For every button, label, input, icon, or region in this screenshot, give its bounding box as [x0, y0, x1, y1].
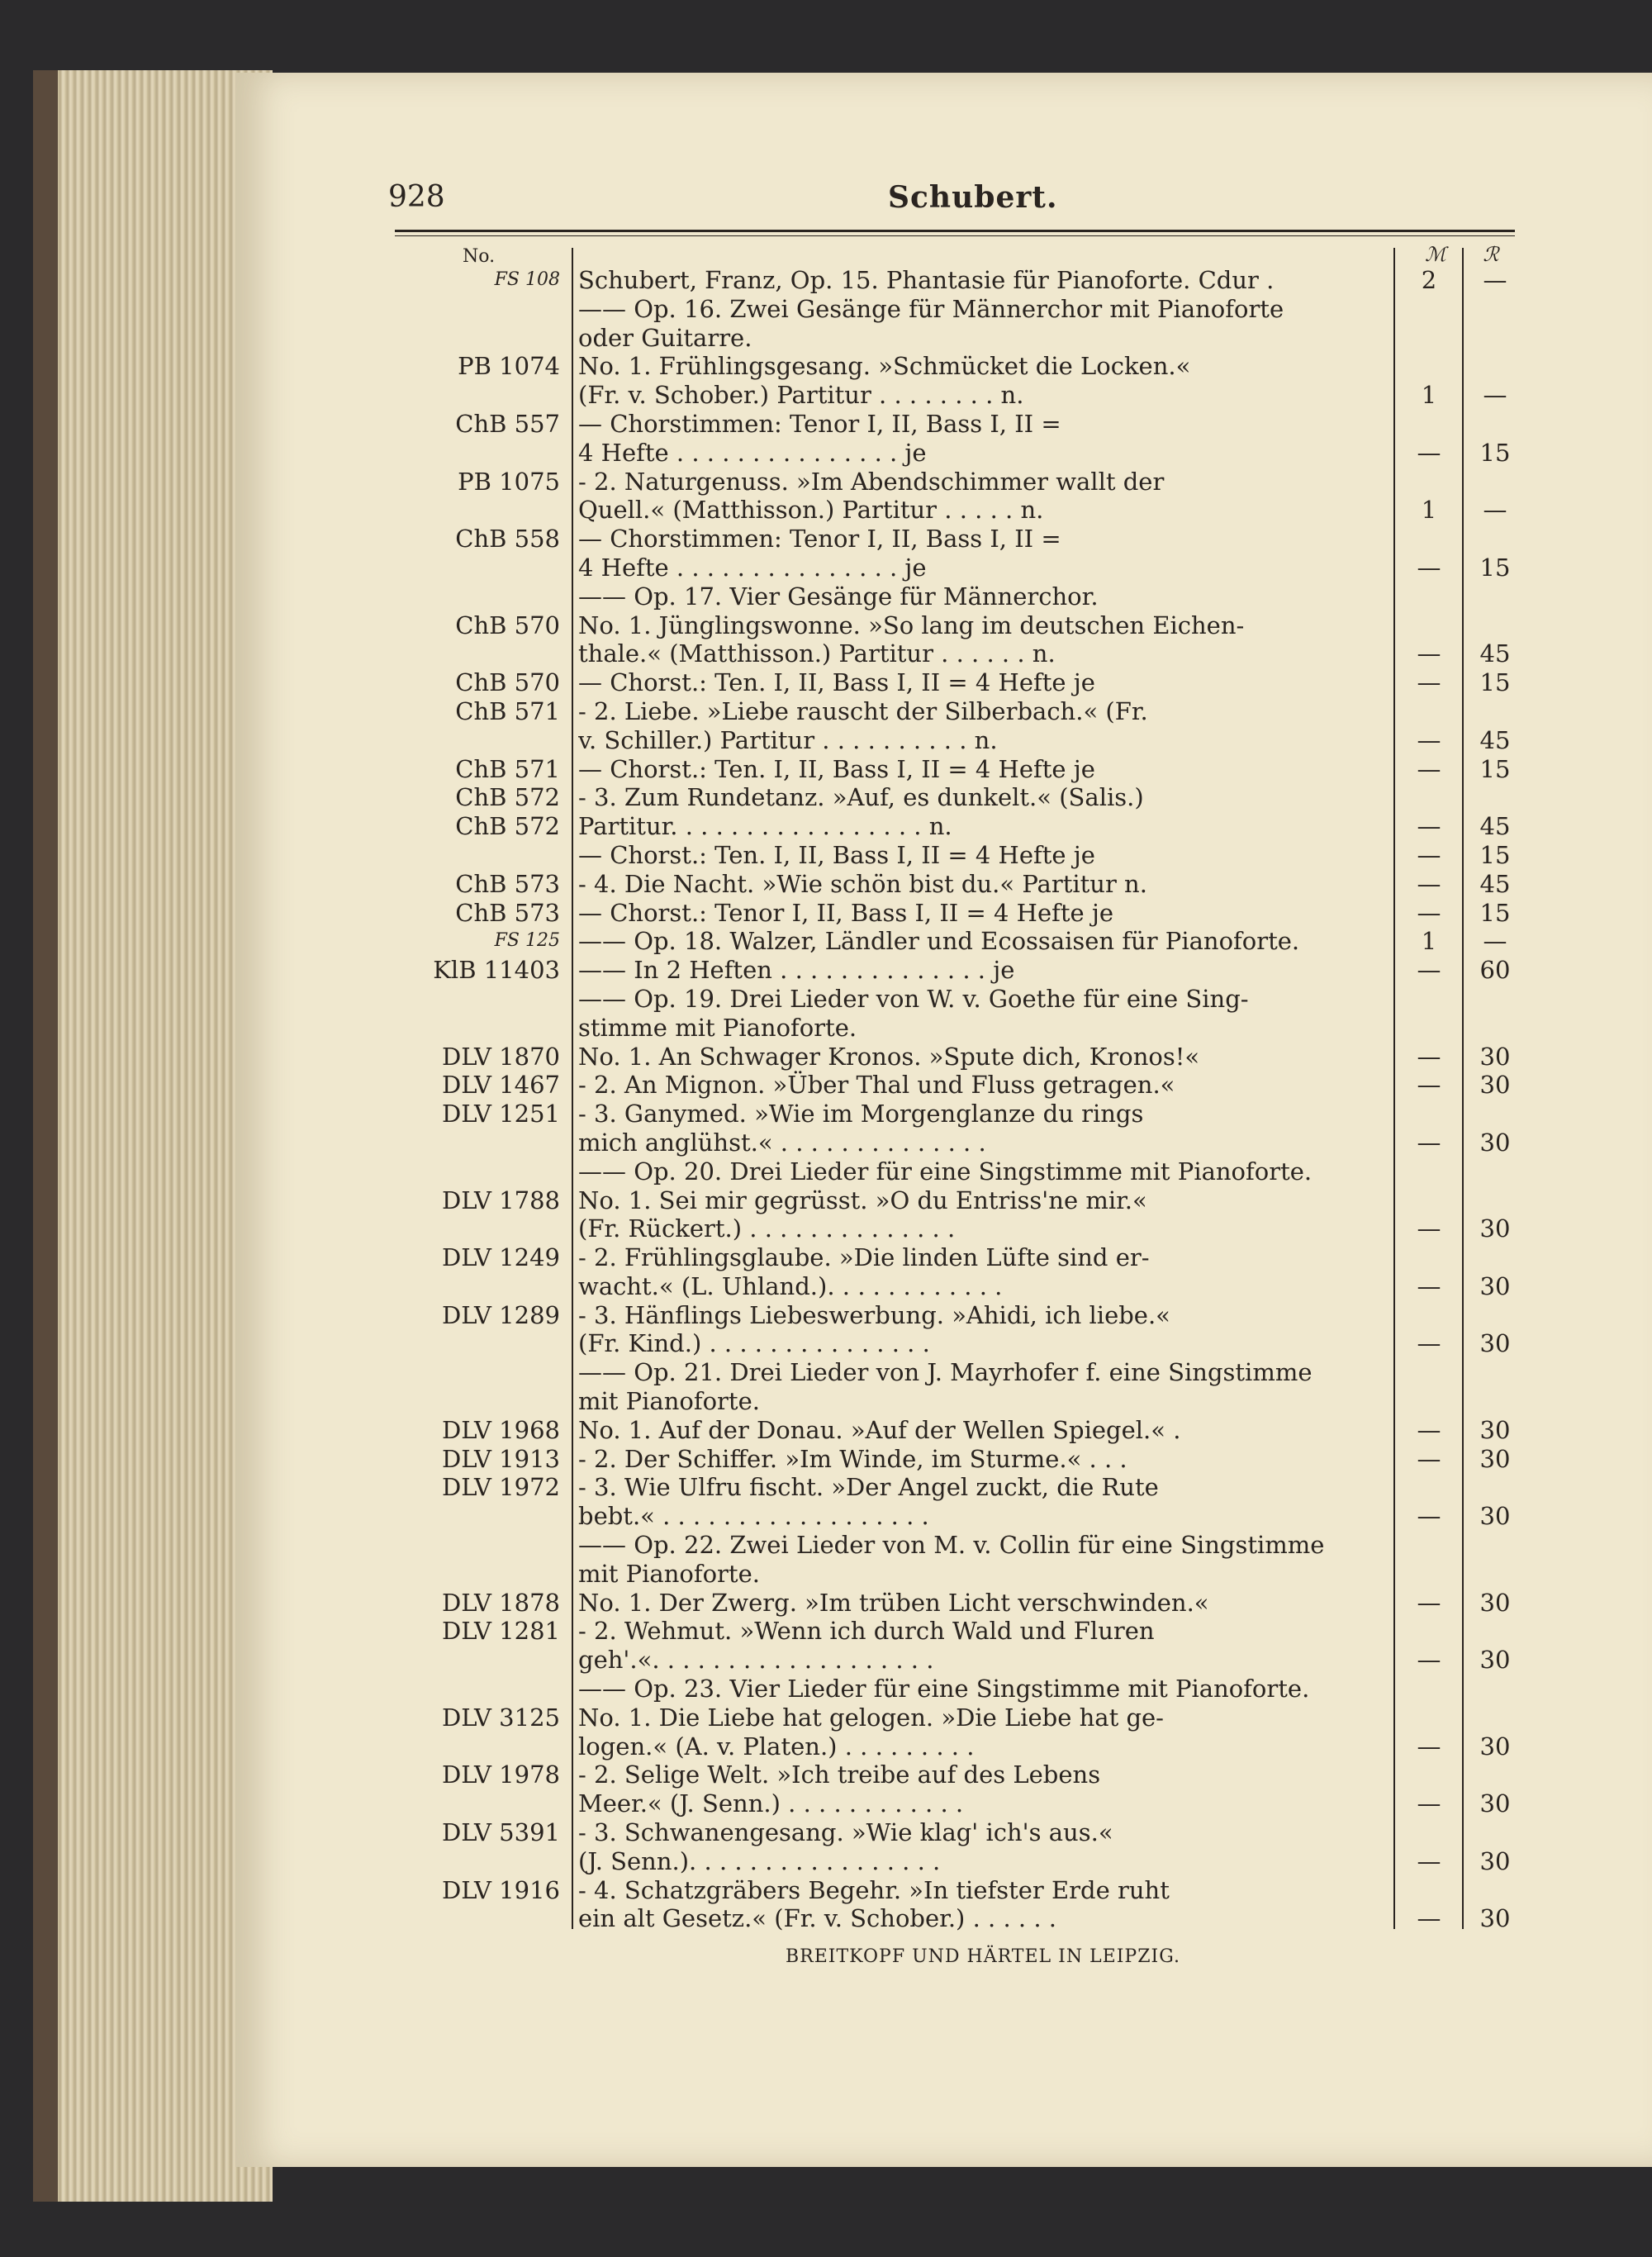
catalog-row — [0, 1214, 1652, 1243]
price-mark: — — [1417, 754, 1441, 783]
price-mark: — — [1417, 1732, 1441, 1760]
price-pfennig: 30 — [1479, 1214, 1511, 1243]
price-mark: — — [1417, 1329, 1441, 1358]
entry-text: wacht.« (L. Uhland.). . . . . . . . . . . . — [578, 1271, 1003, 1300]
catalog-row — [0, 870, 1652, 899]
catalog-number: ChB 557 — [455, 409, 560, 438]
price-pfennig: — — [1483, 496, 1507, 525]
entry-text: —— Op. 17. Vier Gesänge für Männerchor. — [578, 582, 1099, 611]
catalog-row — [0, 1617, 1652, 1646]
price-pfennig: 30 — [1479, 1444, 1511, 1473]
catalog-number: ChB 572 — [455, 783, 560, 812]
entry-text: No. 1. An Schwager Kronos. »Spute dich, Kronos!« — [578, 1042, 1200, 1071]
catalog-row — [0, 1445, 1652, 1474]
catalog-row — [0, 1818, 1652, 1847]
catalog-row — [0, 1847, 1652, 1876]
entry-text: —— Op. 19. Drei Lieder von W. v. Goethe für eine Sing- — [578, 984, 1249, 1013]
catalog-number: ChB 570 — [455, 611, 560, 639]
entry-text: - 2. Frühlingsglaube. »Die linden Lüfte sind er- — [578, 1243, 1150, 1272]
entry-text: mich anglühst.« . . . . . . . . . . . . . . — [578, 1128, 986, 1157]
running-title: Schubert. — [888, 180, 1058, 215]
catalog-row — [0, 1301, 1652, 1330]
entry-text: —— Op. 22. Zwei Lieder von M. v. Collin für eine Singstimme — [578, 1531, 1325, 1560]
entry-text: 4 Hefte . . . . . . . . . . . . . . . je — [578, 438, 927, 467]
entry-text: No. 1. Der Zwerg. »Im trüben Licht verschwinden.« — [578, 1588, 1209, 1617]
catalog-row — [0, 956, 1652, 985]
price-pfennig: 30 — [1479, 1646, 1511, 1675]
entry-text: - 4. Die Nacht. »Wie schön bist du.« Partitur n. — [578, 869, 1147, 898]
entry-text: Schubert, Franz, Op. 15. Phantasie für Pianoforte. Cdur . — [578, 266, 1275, 294]
entry-text: - 3. Wie Ulfru fischt. »Der Angel zuckt, die Rute — [578, 1473, 1159, 1502]
catalog-row — [0, 1272, 1652, 1301]
price-mark: — — [1417, 1042, 1441, 1071]
entry-text: mit Pianoforte. — [578, 1559, 760, 1588]
entry-text: - 3. Schwanengesang. »Wie klag' ich's aus.« — [578, 1818, 1113, 1847]
price-pfennig: 30 — [1479, 1846, 1511, 1875]
price-mark: 2 — [1421, 266, 1437, 294]
entry-text: — Chorstimmen: Tenor I, II, Bass I, II = — [578, 525, 1061, 554]
price-mark: — — [1417, 725, 1441, 754]
catalog-row — [0, 1329, 1652, 1358]
price-pfennig: 15 — [1479, 553, 1511, 582]
page-number: 928 — [388, 180, 445, 214]
catalog-row — [0, 1560, 1652, 1589]
entry-text: (J. Senn.). . . . . . . . . . . . . . . . . — [578, 1846, 941, 1875]
price-mark: — — [1417, 840, 1441, 869]
price-mark: — — [1417, 898, 1441, 927]
catalog-number: DLV 1968 — [441, 1415, 560, 1444]
price-pfennig: 30 — [1479, 1329, 1511, 1358]
price-mark: 1 — [1421, 927, 1437, 956]
catalog-row — [0, 899, 1652, 928]
catalog-number: DLV 1972 — [441, 1473, 560, 1502]
catalog-row — [0, 1358, 1652, 1387]
catalog-number: FS 108 — [494, 269, 560, 290]
entry-text: 4 Hefte . . . . . . . . . . . . . . . je — [578, 553, 927, 582]
price-pfennig: 45 — [1479, 725, 1511, 754]
column-header-pfennig: ℛ — [1483, 243, 1499, 266]
entry-text: mit Pianoforte. — [578, 1387, 760, 1416]
entry-text: Quell.« (Matthisson.) Partitur . . . . . n. — [578, 496, 1044, 525]
catalog-number: PB 1075 — [458, 467, 560, 496]
price-pfennig: 15 — [1479, 438, 1511, 467]
entry-text: - 2. Selige Welt. »Ich treibe auf des Lebens — [578, 1760, 1101, 1789]
catalog-row — [0, 1789, 1652, 1818]
price-pfennig: 30 — [1479, 1271, 1511, 1300]
catalog-row — [0, 726, 1652, 755]
entry-text: (Fr. Kind.) . . . . . . . . . . . . . . . — [578, 1329, 930, 1358]
price-pfennig: 30 — [1479, 1415, 1511, 1444]
catalog-number: ChB 573 — [455, 898, 560, 927]
price-mark: — — [1417, 869, 1441, 898]
catalog-number: DLV 1251 — [441, 1100, 560, 1128]
catalog-number: ChB 571 — [455, 754, 560, 783]
price-mark: — — [1417, 639, 1441, 668]
catalog-number: DLV 1289 — [441, 1300, 560, 1329]
entry-text: thale.« (Matthisson.) Partitur . . . . . . n. — [578, 639, 1056, 668]
catalog-row — [0, 295, 1652, 324]
entry-text: - 2. Der Schiffer. »Im Winde, im Sturme.« . . . — [578, 1444, 1127, 1473]
entry-text: — Chorst.: Ten. I, II, Bass I, II = 4 Hefte je — [578, 668, 1095, 697]
catalog-number: DLV 3125 — [441, 1703, 560, 1732]
catalog-row — [0, 927, 1652, 956]
catalog-row — [0, 1876, 1652, 1905]
entry-text: Partitur. . . . . . . . . . . . . . . . . n. — [578, 812, 952, 841]
catalog-number: ChB 571 — [455, 696, 560, 725]
price-pfennig: 15 — [1479, 898, 1511, 927]
catalog-number: DLV 1788 — [441, 1186, 560, 1214]
price-pfennig: 30 — [1479, 1789, 1511, 1818]
catalog-row — [0, 496, 1652, 525]
entry-text: —— Op. 21. Drei Lieder von J. Mayrhofer f. eine Singstimme — [578, 1358, 1313, 1387]
catalog-row — [0, 985, 1652, 1014]
price-pfennig: — — [1483, 927, 1507, 956]
catalog-row — [0, 1646, 1652, 1675]
catalog-number: ChB 573 — [455, 869, 560, 898]
price-mark: — — [1417, 956, 1441, 985]
catalog-row — [0, 439, 1652, 468]
price-pfennig: 45 — [1479, 639, 1511, 668]
catalog-number: KlB 11403 — [433, 956, 560, 985]
price-mark: — — [1417, 1271, 1441, 1300]
catalog-row — [0, 639, 1652, 668]
catalog-row — [0, 1157, 1652, 1186]
entry-text: ein alt Gesetz.« (Fr. v. Schober.) . . . . . . — [578, 1904, 1056, 1933]
entry-text: - 3. Hänflings Liebeswerbung. »Ahidi, ich liebe.« — [578, 1300, 1170, 1329]
catalog-row — [0, 582, 1652, 611]
price-pfennig: 30 — [1479, 1904, 1511, 1933]
entry-text: — Chorst.: Tenor I, II, Bass I, II = 4 Hefte je — [578, 898, 1114, 927]
catalog-row — [0, 1675, 1652, 1703]
catalog-row — [0, 1128, 1652, 1157]
catalog-row — [0, 841, 1652, 870]
entry-text: —— In 2 Heften . . . . . . . . . . . . . . je — [578, 956, 1015, 985]
entry-text: No. 1. Frühlingsgesang. »Schmücket die Locken.« — [578, 352, 1191, 381]
column-header-no: No. — [463, 246, 496, 267]
price-pfennig: 15 — [1479, 668, 1511, 697]
catalog-row — [0, 554, 1652, 582]
catalog-number: ChB 558 — [455, 525, 560, 554]
price-mark: — — [1417, 1415, 1441, 1444]
entry-text: - 2. Liebe. »Liebe rauscht der Silberbach.« (Fr. — [578, 696, 1148, 725]
catalog-number: DLV 1913 — [441, 1444, 560, 1473]
price-mark: — — [1417, 1444, 1441, 1473]
catalog-row — [0, 1732, 1652, 1761]
price-pfennig: 15 — [1479, 840, 1511, 869]
price-mark: — — [1417, 1789, 1441, 1818]
entry-text: No. 1. Die Liebe hat gelogen. »Die Liebe hat ge- — [578, 1703, 1164, 1732]
catalog-row — [0, 1186, 1652, 1215]
header-rule-thin — [395, 235, 1515, 236]
price-mark: — — [1417, 1904, 1441, 1933]
catalog-table — [0, 266, 1652, 1933]
entry-text: geh'.«. . . . . . . . . . . . . . . . . . . — [578, 1646, 934, 1675]
catalog-row — [0, 1589, 1652, 1618]
catalog-row — [0, 324, 1652, 353]
catalog-row — [0, 1416, 1652, 1445]
price-mark: — — [1417, 1128, 1441, 1157]
catalog-row — [0, 1243, 1652, 1272]
price-pfennig: 30 — [1479, 1502, 1511, 1531]
price-mark: — — [1417, 1071, 1441, 1100]
entry-text: — Chorst.: Ten. I, II, Bass I, II = 4 Hefte je — [578, 754, 1095, 783]
price-pfennig: 45 — [1479, 869, 1511, 898]
catalog-row — [0, 1071, 1652, 1100]
catalog-number: DLV 1916 — [441, 1875, 560, 1904]
catalog-row — [0, 525, 1652, 554]
entry-text: —— Op. 18. Walzer, Ländler und Ecossaisen für Pianoforte. — [578, 927, 1300, 956]
catalog-row — [0, 1043, 1652, 1071]
catalog-row — [0, 352, 1652, 381]
price-pfennig: 30 — [1479, 1128, 1511, 1157]
catalog-row — [0, 668, 1652, 697]
catalog-row — [0, 266, 1652, 295]
catalog-number: PB 1074 — [458, 352, 560, 381]
price-mark: 1 — [1421, 496, 1437, 525]
entry-text: No. 1. Sei mir gegrüsst. »O du Entriss'ne mir.« — [578, 1186, 1147, 1214]
price-mark: — — [1417, 1588, 1441, 1617]
price-mark: — — [1417, 1214, 1441, 1243]
price-pfennig: — — [1483, 266, 1507, 294]
entry-text: - 3. Ganymed. »Wie im Morgenglanze du rings — [578, 1100, 1144, 1128]
price-mark: — — [1417, 812, 1441, 841]
catalog-row — [0, 381, 1652, 410]
catalog-row — [0, 1531, 1652, 1560]
catalog-row — [0, 1904, 1652, 1933]
entry-text: (Fr. v. Schober.) Partitur . . . . . . . . n. — [578, 381, 1024, 410]
entry-text: - 4. Schatzgräbers Begehr. »In tiefster Erde ruht — [578, 1875, 1170, 1904]
catalog-row — [0, 410, 1652, 439]
catalog-row — [0, 1100, 1652, 1128]
catalog-number: DLV 1467 — [441, 1071, 560, 1100]
entry-text: No. 1. Jünglingswonne. »So lang im deutschen Eichen- — [578, 611, 1245, 639]
catalog-row — [0, 783, 1652, 812]
price-mark: — — [1417, 1502, 1441, 1531]
entry-text: — Chorst.: Ten. I, II, Bass I, II = 4 Hefte je — [578, 840, 1095, 869]
catalog-row — [0, 697, 1652, 726]
catalog-number: DLV 1249 — [441, 1243, 560, 1272]
entry-text: oder Guitarre. — [578, 323, 752, 352]
catalog-row — [0, 1014, 1652, 1043]
page-header — [388, 180, 1545, 221]
price-pfennig: 45 — [1479, 812, 1511, 841]
catalog-number: DLV 1870 — [441, 1042, 560, 1071]
catalog-row — [0, 611, 1652, 640]
entry-text: bebt.« . . . . . . . . . . . . . . . . . . — [578, 1502, 929, 1531]
entry-text: - 3. Zum Rundetanz. »Auf, es dunkelt.« (Salis.) — [578, 783, 1144, 812]
price-mark: — — [1417, 1646, 1441, 1675]
entry-text: Meer.« (J. Senn.) . . . . . . . . . . . . — [578, 1789, 964, 1818]
entry-text: — Chorstimmen: Tenor I, II, Bass I, II = — [578, 409, 1061, 438]
catalog-row — [0, 1760, 1652, 1789]
entry-text: —— Op. 16. Zwei Gesänge für Männerchor mit Pianoforte — [578, 294, 1284, 323]
publisher-footer: BREITKOPF UND HÄRTEL IN LEIPZIG. — [786, 1946, 1180, 1967]
price-pfennig: 15 — [1479, 754, 1511, 783]
entry-text: (Fr. Rückert.) . . . . . . . . . . . . . . — [578, 1214, 956, 1243]
column-header-mark: ℳ — [1425, 243, 1446, 266]
catalog-number: DLV 5391 — [441, 1818, 560, 1847]
catalog-row — [0, 468, 1652, 497]
header-rule-thick — [395, 230, 1515, 232]
price-pfennig: 30 — [1479, 1042, 1511, 1071]
entry-text: —— Op. 23. Vier Lieder für eine Singstimme mit Pianoforte. — [578, 1675, 1310, 1703]
price-mark: — — [1417, 553, 1441, 582]
price-pfennig: 60 — [1479, 956, 1511, 985]
catalog-number: DLV 1281 — [441, 1617, 560, 1646]
entry-text: —— Op. 20. Drei Lieder für eine Singstimme mit Pianoforte. — [578, 1157, 1313, 1186]
entry-text: - 2. Naturgenuss. »Im Abendschimmer wallt der — [578, 467, 1165, 496]
catalog-number: ChB 572 — [455, 812, 560, 841]
catalog-row — [0, 1502, 1652, 1531]
price-mark: — — [1417, 438, 1441, 467]
price-mark: — — [1417, 668, 1441, 697]
catalog-number: ChB 570 — [455, 668, 560, 697]
catalog-row — [0, 1387, 1652, 1416]
catalog-number: DLV 1878 — [441, 1588, 560, 1617]
price-pfennig: 30 — [1479, 1732, 1511, 1760]
catalog-row — [0, 1473, 1652, 1502]
catalog-row — [0, 812, 1652, 841]
price-mark: — — [1417, 1846, 1441, 1875]
price-pfennig: — — [1483, 381, 1507, 410]
catalog-row — [0, 1703, 1652, 1732]
entry-text: stimme mit Pianoforte. — [578, 1013, 857, 1042]
entry-text: - 2. Wehmut. »Wenn ich durch Wald und Fluren — [578, 1617, 1155, 1646]
catalog-number: FS 125 — [494, 930, 560, 952]
price-mark: 1 — [1421, 381, 1437, 410]
price-pfennig: 30 — [1479, 1071, 1511, 1100]
catalog-row — [0, 755, 1652, 784]
price-pfennig: 30 — [1479, 1588, 1511, 1617]
entry-text: - 2. An Mignon. »Über Thal und Fluss getragen.« — [578, 1071, 1175, 1100]
entry-text: logen.« (A. v. Platen.) . . . . . . . . . — [578, 1732, 975, 1760]
entry-text: v. Schiller.) Partitur . . . . . . . . . . n. — [578, 725, 998, 754]
entry-text: No. 1. Auf der Donau. »Auf der Wellen Spiegel.« . — [578, 1415, 1181, 1444]
catalog-number: DLV 1978 — [441, 1760, 560, 1789]
